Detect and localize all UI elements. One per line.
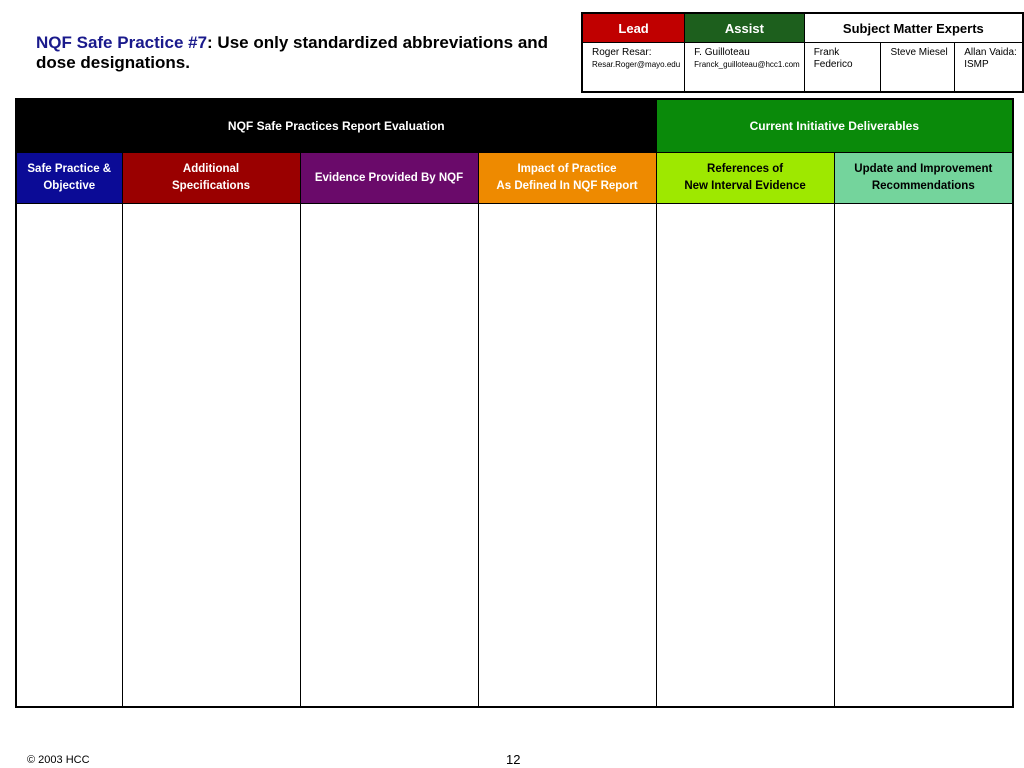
- column-header-impact-of-practice: Impact of Practice As Defined In NQF Report: [478, 153, 656, 204]
- table-cell[interactable]: [16, 204, 122, 708]
- column-header-additional-specifications: Additional Specifications: [122, 153, 300, 204]
- table-cell[interactable]: [834, 204, 1013, 708]
- lead-email: Resar.Roger@mayo.edu: [592, 60, 681, 69]
- lead-name: Roger Resar:: [592, 47, 652, 58]
- report-evaluation-header: NQF Safe Practices Report Evaluation: [16, 99, 656, 153]
- table-cell[interactable]: [478, 204, 656, 708]
- assist-email: Franck_guilloteau@hcc1.com: [694, 60, 800, 69]
- team-table: [581, 12, 1024, 93]
- assist-cell: [685, 43, 805, 93]
- expert-cell: Allan Vaida: ISMP: [955, 43, 1023, 93]
- evaluation-table: [15, 98, 1014, 708]
- column-header-evidence-nqf: Evidence Provided By NQF: [300, 153, 478, 204]
- title-description: : Use only standardized abbreviations and dose designations.: [36, 33, 549, 72]
- lead-cell: [582, 43, 685, 93]
- column-header-references: References of New Interval Evidence: [656, 153, 834, 204]
- sme-header: Subject Matter Experts: [804, 13, 1023, 43]
- title-practice-number: NQF Safe Practice #7: [36, 33, 208, 52]
- assist-header: Assist: [685, 13, 805, 43]
- table-cell[interactable]: [656, 204, 834, 708]
- initiative-deliverables-header: Current Initiative Deliverables: [656, 99, 1013, 153]
- page-number: 12: [506, 752, 521, 767]
- page-title: [36, 33, 556, 73]
- expert-cell: Steve Miesel: [881, 43, 955, 93]
- assist-name: F. Guilloteau: [694, 47, 750, 58]
- column-header-recommendations: Update and Improvement Recommendations: [834, 153, 1013, 204]
- copyright: © 2003 HCC: [27, 754, 90, 766]
- expert-cell: Frank Federico: [804, 43, 881, 93]
- column-header-safe-practice: Safe Practice & Objective: [16, 153, 122, 204]
- table-cell[interactable]: [122, 204, 300, 708]
- table-cell[interactable]: [300, 204, 478, 708]
- lead-header: Lead: [582, 13, 685, 43]
